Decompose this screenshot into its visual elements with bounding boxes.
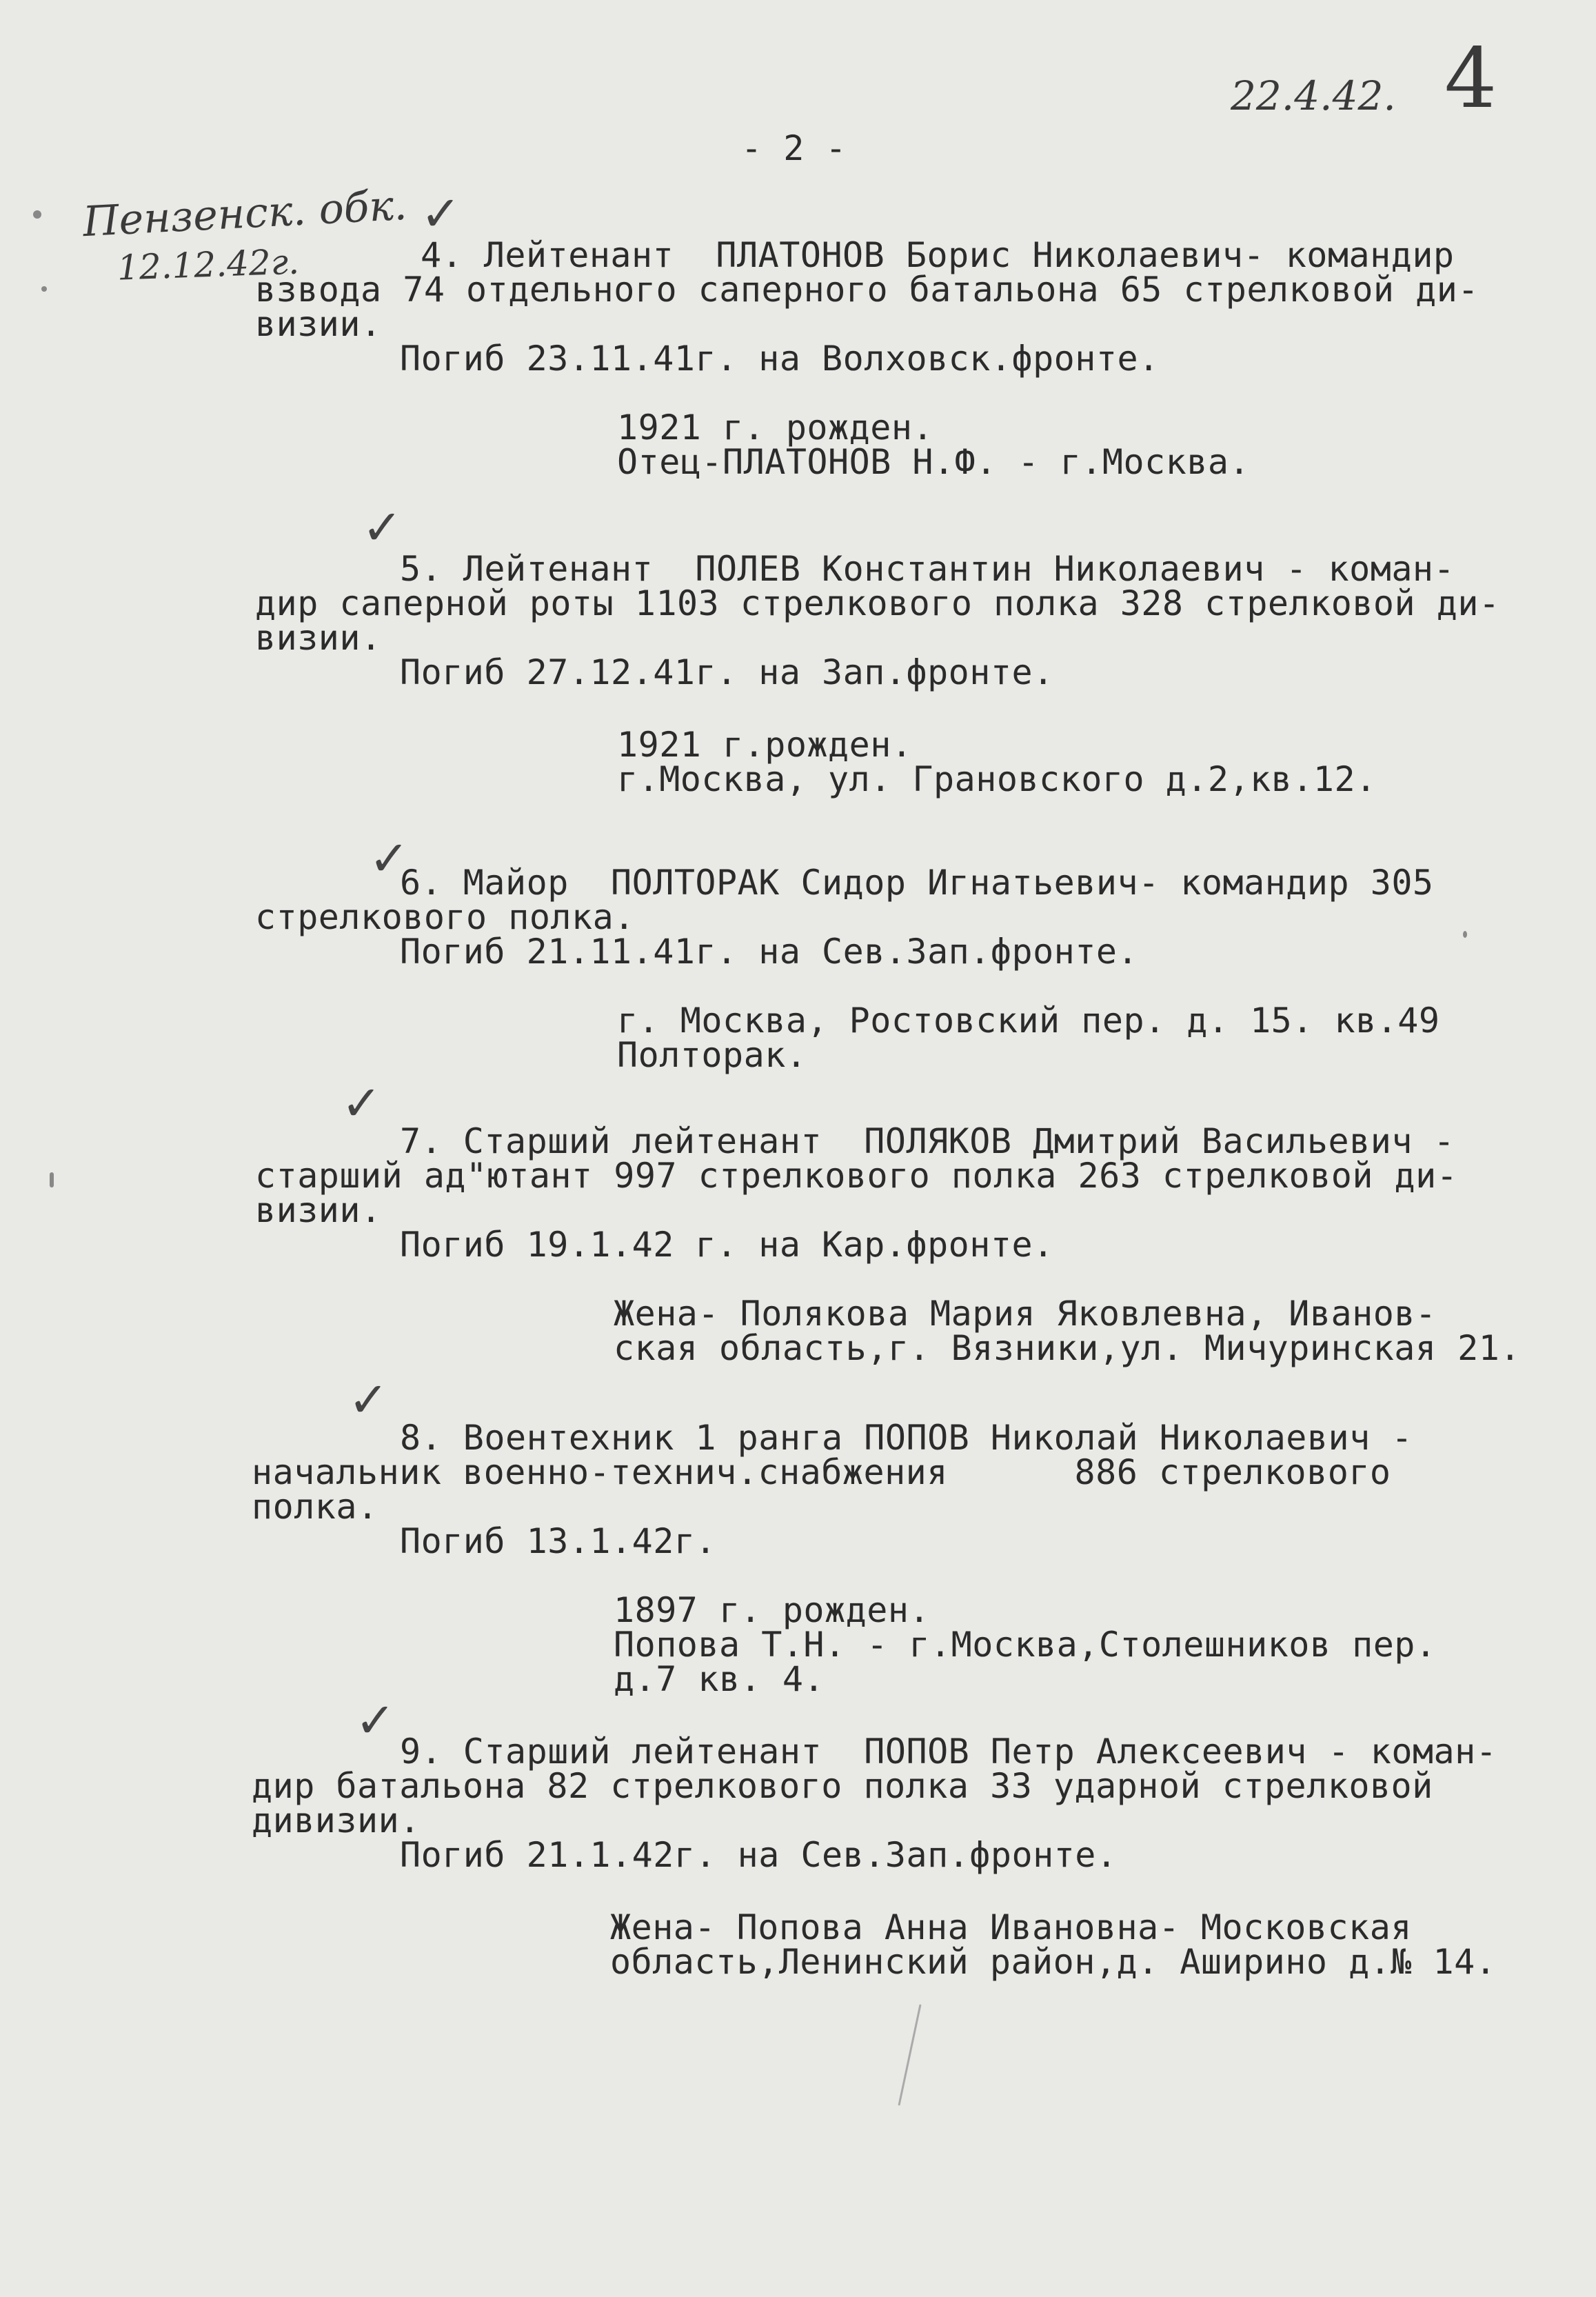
scan-speck — [898, 2004, 921, 2105]
entry-6-killed: Погиб 21.11.41г. на Сев.Зап.фронте. — [400, 932, 1139, 972]
entry-5-line-1: 5. Лейтенант ПОЛЕВ Константин Николаевич - коман- — [400, 549, 1455, 589]
entry-8-line-2: начальник военно-технич.снабжения 886 стрелкового — [252, 1452, 1391, 1492]
entry-9-line-3: дивизии. — [252, 1801, 421, 1840]
entry-6-info-2: Полторак. — [617, 1035, 807, 1075]
entry-8-line-3: полка. — [252, 1487, 378, 1527]
scan-speck — [50, 1172, 54, 1187]
page-number: - 2 - — [741, 128, 847, 168]
checkmark-icon: ✓ — [369, 830, 410, 887]
entry-4-killed: Погиб 23.11.41г. на Волховск.фронте. — [400, 339, 1160, 379]
entry-7-line-3: визии. — [255, 1190, 382, 1230]
entry-8-info-2: Попова Т.Н. - г.Москва,Столешников пер. — [614, 1625, 1437, 1665]
entry-6-line-2: стрелкового полка. — [255, 897, 635, 937]
entry-5-info-2: г.Москва, ул. Грановского д.2,кв.12. — [617, 759, 1377, 799]
entry-4-line-2: взвода 74 отдельного саперного батальона 65 стрелковой ди- — [255, 270, 1479, 310]
entry-4-line-1: 4. Лейтенант ПЛАТОНОВ Борис Николаевич- командир — [421, 235, 1455, 275]
handwritten-date: 22.4.42. — [1231, 72, 1396, 119]
entry-8-line-1: 8. Воентехник 1 ранга ПОПОВ Николай Николаевич - — [400, 1418, 1413, 1458]
entry-8-info-1: 1897 г. рожден. — [614, 1590, 931, 1630]
margin-date: 12.12.42г. — [117, 241, 300, 288]
entry-4-info-2: Отец-ПЛАТОНОВ Н.Ф. - г.Москва. — [617, 442, 1251, 482]
entry-7-line-2: старший ад"ютант 997 стрелкового полка 263 стрелковой ди- — [255, 1156, 1458, 1196]
checkmark-icon: ✓ — [362, 499, 403, 556]
scan-speck — [41, 286, 47, 292]
entry-7-info-1: Жена- Полякова Мария Яковлевна, Иванов- — [614, 1294, 1437, 1334]
entry-7-info-2: ская область,г. Вязники,ул. Мичуринская 21. — [614, 1328, 1521, 1368]
entry-5-killed: Погиб 27.12.41г. на Зап.фронте. — [400, 652, 1054, 692]
scan-speck — [33, 210, 41, 219]
entry-9-info-1: Жена- Попова Анна Ивановна- Московская — [610, 1907, 1412, 1947]
entry-7-killed: Погиб 19.1.42 г. на Кар.фронте. — [400, 1225, 1054, 1265]
checkmark-icon: ✓ — [348, 1372, 389, 1428]
entry-6-line-1: 6. Майор ПОЛТОРАК Сидор Игнатьевич- командир 305 — [400, 863, 1434, 903]
checkmark-icon: ✓ — [341, 1075, 382, 1132]
entry-9-line-1: 9. Старший лейтенант ПОПОВ Петр Алексеевич - коман- — [400, 1732, 1497, 1772]
entry-4-line-3: визии. — [255, 304, 382, 344]
checkmark-icon: ✓ — [421, 185, 461, 242]
entry-9-killed: Погиб 21.1.42г. на Сев.Зап.фронте. — [400, 1835, 1118, 1875]
entry-5-line-2: дир саперной роты 1103 стрелкового полка 328 стрелковой ди- — [255, 583, 1500, 623]
entry-8-info-3: д.7 кв. 4. — [614, 1659, 825, 1699]
entry-4-info-1: 1921 г. рожден. — [617, 408, 934, 448]
entry-7-line-1: 7. Старший лейтенант ПОЛЯКОВ Дмитрий Васильевич - — [400, 1121, 1455, 1161]
entry-5-info-1: 1921 г.рожден. — [617, 725, 913, 765]
entry-9-line-2: дир батальона 82 стрелкового полка 33 ударной стрелковой — [252, 1766, 1433, 1806]
scan-speck — [1463, 931, 1467, 938]
margin-note: Пензенск. обк. — [81, 181, 408, 247]
entry-5-line-3: визии. — [255, 618, 382, 658]
checkmark-icon: ✓ — [355, 1692, 396, 1749]
entry-6-info-1: г. Москва, Ростовский пер. д. 15. кв.49 — [617, 1001, 1440, 1041]
entry-9-info-2: область,Ленинский район,д. Аширино д.№ 14. — [610, 1942, 1497, 1982]
handwritten-sheet-number: 4 — [1444, 31, 1497, 127]
entry-8-killed: Погиб 13.1.42г. — [400, 1521, 717, 1561]
